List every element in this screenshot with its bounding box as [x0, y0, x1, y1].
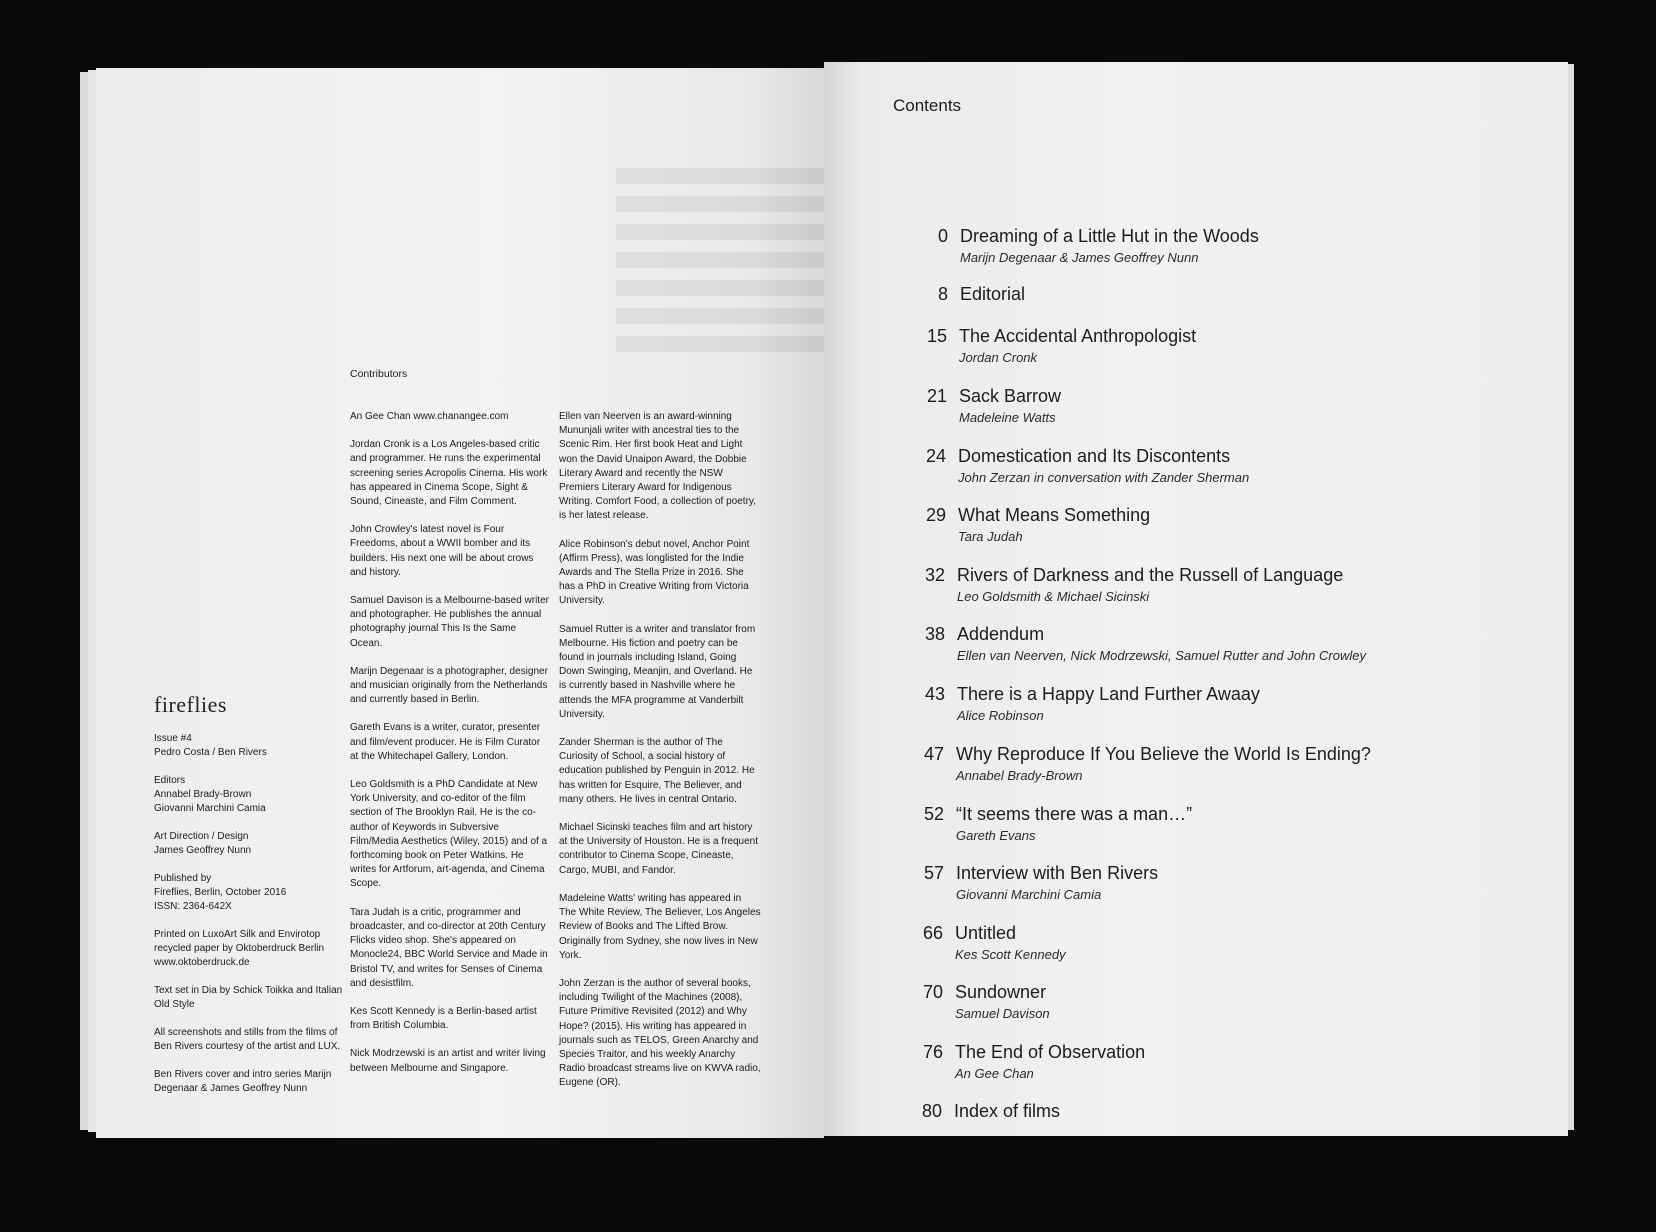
toc-page-number: 8	[937, 284, 948, 304]
toc-page-number: 66	[922, 923, 943, 943]
toc-author: Gareth Evans	[956, 828, 1036, 843]
toc-page-number: 0	[937, 226, 948, 246]
contributors-heading: Contributors	[350, 368, 408, 380]
contents-title: Contents	[893, 96, 962, 115]
colophon	[154, 732, 346, 1110]
contributor-bio: Alice Robinson's debut novel, Anchor Point (Affirm Press), was longlisted for the Indie Awards and The Stella Prize in 2016. She has a PhD in Creative Writing from Victoria University.	[559, 538, 750, 607]
toc-author: John Zerzan in conversation with Zander Sherman	[958, 470, 1250, 485]
toc-page-number: 32	[924, 565, 945, 585]
contributor-bio: Samuel Davison is a Melbourne-based writer and photographer. He publishes the annual photography journal This Is the Same Ocean.	[350, 595, 549, 649]
contributor-bio: Madeleine Watts' writing has appeared in The White Review, The Believer, Los Angeles Review of Books and The Lifted Brow. Originally from Sydney, she now lives in New York.	[559, 892, 761, 961]
toc-author: Tara Judah	[958, 529, 1023, 544]
fireflies-logo: fireflies	[154, 692, 227, 717]
toc-page-number: 21	[926, 386, 947, 406]
colophon-publisher: Published by Fireflies, Berlin, October 2016 ISSN: 2364-642X	[154, 873, 287, 912]
toc-page-number: 38	[924, 624, 945, 644]
contributor-bio: Zander Sherman is the author of The Curiosity of School, a social history of education published by Penguin in 2012. He has written for Esquire, The Believer, and many others. He lives in central Ontario.	[559, 737, 755, 805]
toc-page-number: 57	[923, 863, 944, 883]
toc-title: Untitled	[955, 923, 1017, 943]
contributor-bio: Tara Judah is a critic, programmer and broadcaster, and co-director at 20th Century Flicks video shop. She's appeared on Monocle24, BBC World Service and Made in Bristol TV, and writes for Senses of Cinema and desistfilm.	[350, 906, 548, 989]
toc-page-number: 43	[924, 684, 945, 704]
toc-author: Leo Goldsmith & Michael Sicinski	[957, 589, 1150, 604]
contributors-column-a	[350, 410, 550, 1090]
contributors-column-b	[559, 410, 761, 1105]
colophon-design: Art Direction / Design James Geoffrey Nunn	[154, 831, 252, 856]
toc-title: Interview with Ben Rivers	[956, 863, 1159, 883]
toc-title: The End of Observation	[955, 1042, 1146, 1062]
toc-author: Jordan Cronk	[959, 350, 1038, 365]
contributor-bio: Ellen van Neerven is an award-winning Mununjali writer with ancestral ties to the Scenic Rim. Her first book Heat and Light won the David Unaipon Award, the Dobbie Literary Award and recently the NSW Premiers Literary Award for Indigenous Writing. Comfort Food, a collection of poetry, is her latest release.	[559, 411, 756, 522]
toc-author: Madeleine Watts	[959, 410, 1056, 425]
toc-author: Annabel Brady-Brown	[956, 768, 1083, 783]
toc-page-number: 47	[923, 744, 944, 764]
toc-page-number: 29	[925, 505, 946, 525]
toc-author: Giovanni Marchini Camia	[956, 887, 1102, 902]
toc-title: Editorial	[960, 284, 1026, 304]
contributor-bio: Jordan Cronk is a Los Angeles-based critic and programmer. He runs the experimental screening series Acropolis Cinema. His work has appeared in Cinema Scope, Sight & Sound, Cineaste, and Film Comment.	[350, 439, 548, 508]
colophon-typeface: Text set in Dia by Schick Toikka and Italian Old Style	[154, 985, 343, 1010]
toc-page-number: 52	[923, 804, 944, 824]
toc-title: Addendum	[957, 624, 1045, 644]
contributor-bio: Kes Scott Kennedy is a Berlin-based artist from British Columbia.	[350, 1005, 537, 1032]
toc-title: Rivers of Darkness and the Russell of Language	[957, 565, 1344, 585]
toc-page-number: 70	[922, 982, 943, 1002]
contributor-bio: Gareth Evans is a writer, curator, presenter and film/event producer. He is Film Curator at the Whitechapel Gallery, London.	[350, 722, 541, 762]
toc-title: Dreaming of a Little Hut in the Woods	[960, 226, 1259, 246]
contributor-bio: Leo Goldsmith is a PhD Candidate at New York University, and co-editor of the film section of The Brooklyn Rail. He is the co-author of Keywords in Subversive Film/Media Aesthetics (Wiley, 2015) and of a forthcoming book on Peter Watkins. He writes for Artforum, art-agenda, and Cinema Scope.	[350, 779, 548, 890]
toc-author: An Gee Chan	[955, 1066, 1034, 1081]
toc-title: The Accidental Anthropologist	[959, 326, 1197, 346]
toc-title: Sack Barrow	[959, 386, 1062, 406]
show-through-text	[616, 168, 856, 408]
toc-title: Why Reproduce If You Believe the World Is Ending?	[956, 744, 1371, 764]
colophon-printer: Printed on LuxoArt Silk and Envirotop recycled paper by Oktoberdruck Berlin www.oktoberdruck.de	[154, 929, 325, 968]
contributor-bio: John Crowley's latest novel is Four Freedoms, about a WWII bomber and its builders. His next one will be about crows and history.	[350, 524, 534, 578]
toc-author: Marijn Degenaar & James Geoffrey Nunn	[960, 250, 1199, 265]
toc-title: “It seems there was a man…”	[956, 804, 1193, 824]
contributor-bio: Samuel Rutter is a writer and translator from Melbourne. His fiction and poetry can be found in journals including Island, Going Down Swinging, Meanjin, and Overland. He is currently based in Nashville where he attends the MFA programme at Vanderbilt University.	[559, 623, 756, 720]
toc-title: What Means Something	[958, 505, 1151, 525]
toc-page-number: 24	[925, 446, 946, 466]
contributor-bio: Marijn Degenaar is a photographer, designer and musician originally from the Netherlands and currently based in Berlin.	[350, 665, 548, 706]
right-page	[824, 62, 1568, 1136]
toc-title: Sundowner	[955, 982, 1047, 1002]
toc-author: Alice Robinson	[957, 708, 1044, 723]
toc-page-number: 15	[926, 326, 947, 346]
colophon-image-credits: All screenshots and stills from the films of Ben Rivers courtesy of the artist and LUX.	[154, 1027, 341, 1052]
contributor-bio: Michael Sicinski teaches film and art history at the University of Houston. He is a frequent contributor to Cinema Scope, Cineaste, Cargo, MUBI, and Fandor.	[559, 822, 758, 876]
toc-title: Domestication and Its Discontents	[958, 446, 1231, 466]
colophon-editors: Editors Annabel Brady-Brown Giovanni Marchini Camia	[154, 775, 266, 814]
contributor-bio: John Zerzan is the author of several books, including Twilight of the Machines (2008), Future Primitive Revisited (2012) and Why Hope? (2015). His writing has appeared in journals such as TELOS, Green Anarchy and Species Traitor, and his weekly Anarchy Radio broadcast streams live on KWVA radio, Eugene (OR).	[559, 977, 761, 1089]
toc-author: Samuel Davison	[955, 1006, 1050, 1021]
colophon-issue: Issue #4 Pedro Costa / Ben Rivers	[154, 733, 267, 758]
contributor-bio: An Gee Chan www.chanangee.com	[350, 411, 509, 422]
toc-author: Ellen van Neerven, Nick Modrzewski, Samuel Rutter and John Crowley	[957, 648, 1366, 663]
toc-title: Index of films	[954, 1101, 1061, 1121]
toc-page-number: 76	[922, 1042, 943, 1062]
toc-page-number: 80	[921, 1101, 942, 1121]
toc-title: There is a Happy Land Further Awaay	[957, 684, 1260, 704]
contributor-bio: Nick Modrzewski is an artist and writer living between Melbourne and Singapore.	[350, 1048, 546, 1074]
colophon-cover-credits: Ben Rivers cover and intro series Marijn Degenaar & James Geoffrey Nunn	[154, 1069, 332, 1094]
toc-author: Kes Scott Kennedy	[955, 947, 1066, 962]
